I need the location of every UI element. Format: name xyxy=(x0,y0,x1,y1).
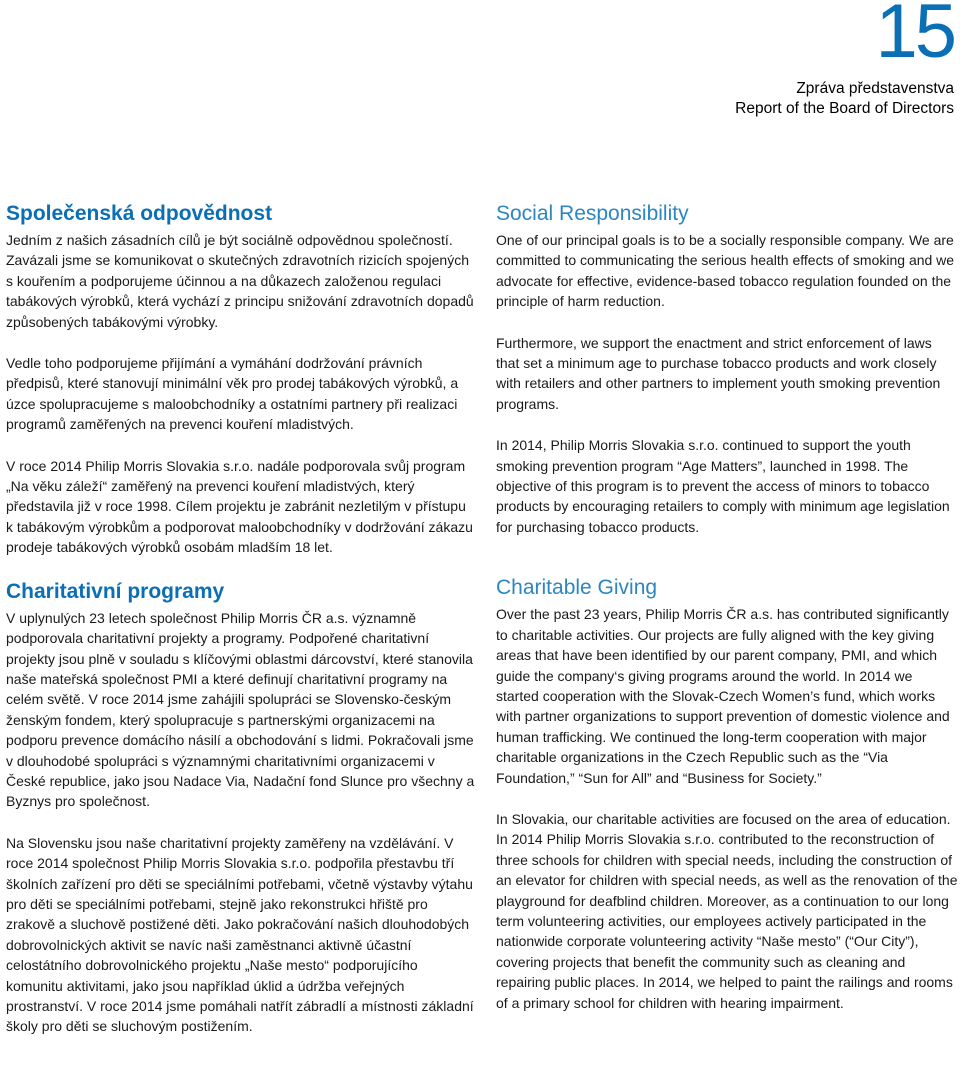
paragraph-social-en-2: Furthermore, we support the enactment and strict enforcement of laws that set a minimum age to purchase tobacco products and work closely with retailers and other partners to implement youth smoking prevention programs. xyxy=(496,334,941,412)
heading-charity-cs: Charitativní programy xyxy=(6,579,225,603)
paragraph-social-en-1: One of our principal goals is to be a socially responsible company. We are committed to communicating the serious health effects of smoking and we advocate for effective, evidence-based tobacco regulation founded on the principle of harm reduction. xyxy=(496,232,955,310)
paragraph-charity-en-1: Over the past 23 years, Philip Morris ČR a.s. has contributed significantly to charitable activities. Our projects are fully aligned with the key giving areas that have been identified by our parent company, PMI, and which guide the company‘s giving programs around the world. In 2014 we started cooperation with the Slovak-Czech Women’s fund, which works with partner organizations to support prevention of domestic violence and human trafficking. We continued the long-term cooperation with major charitable organizations in the Czech Republic such as the “Via Foundation,” “Sun for All” and “Business for Society.” xyxy=(496,606,950,786)
heading-charity-en: Charitable Giving xyxy=(496,576,658,600)
heading-social-responsibility-cs: Společenská odpovědnost xyxy=(6,202,273,225)
paragraph-charity-en-2: In Slovakia, our charitable activities are focused on the area of education. In 2014 Philip Morris Slovakia s.r.o. contributed to the reconstruction of three schools for children with special needs, including the construction of an elevator for children with special needs, as well as the renovation of the playground for deafblind children. Moreover, as a continuation to our long term volunteering activities, our employees actively participated in the nationwide corporate volunteering activity “Naše mesto” (“Our City”), covering projects that benefit the community such as cleaning and repairing public places. In 2014, we helped to paint the railings and rooms of a primary school for children with hearing impairment. xyxy=(496,810,958,1011)
paragraph-social-cs-2: Vedle toho podporujeme přijímání a vymáhání dodržování právních předpisů, které stanovují minimální věk pro prodej tabákových výrobků, a úzce spolupracujeme s maloobchodníky a ostatními partnery při realizaci programů zaměřených na prevenci kouření mladistvých. xyxy=(6,355,459,433)
paragraph-charity-cs-2: Na Slovensku jsou naše charitativní projekty zaměřeny na vzdělávání. V roce 2014 společnost Philip Morris Slovakia s.r.o. podpořila přestavbu tří školních zařízení pro děti se speciálními potřebami, včetně výstavby výtahu pro děti se speciálními potřebami, stejně jako rekonstrukci hřiště pro zrakově a sluchově postižené děti. Jako pokračování našich dlouhodobých dobrovolnických aktivit se navíc naši zaměstnanci aktivně účastní celostátního dobrovolnického projektu „Naše mesto“ podporujícího komunitu aktivitami, jako jsou například úklid a údržba veřejných prostranství. V roce 2014 jsme pomáhali natřít zábradlí a místnosti základní školy pro děti se sluchovým postižením. xyxy=(6,834,474,1035)
column-czech xyxy=(6,201,476,1037)
header-title-en: Report of the Board of Directors xyxy=(735,100,954,117)
heading-social-responsibility-en: Social Responsibility xyxy=(496,202,689,225)
paragraph-social-cs-3: V roce 2014 Philip Morris Slovakia s.r.o. nadále podporovala svůj program „Na věku záleží“ zaměřený na prevenci kouření mladistvých, který představila již v roce 1998. Cílem projektu je zabránit nezletilým v přístupu k tabákovým výrobkům a podporovat maloobchodníky v dodržování zákazu prodeje tabákových výrobků osobám mladším 18 let. xyxy=(6,457,473,556)
paragraph-charity-cs-1: V uplynulých 23 letech společnost Philip Morris ČR a.s. významně podporovala charitativní projekty a programy. Podpořené charitativní projekty jsou plně v souladu s klíčovými oblastmi dárcovství, které stanovila naše mateřská společnost PMI a které definují charitativní programy na celém světě. V roce 2014 jsme zahájili spolupráci se Slovensko-českým ženským fondem, který spolupracuje s partnerskými organizacemi na podporu prevence domácího násilí a obchodování s lidmi. Pokračovali jsme v dlouhodobé spolupráci s významnými charitativními organizacemi v České republice, jako jsou Nadace Via, Nadační fond Slunce pro všechny a Byznys pro společnost. xyxy=(6,609,475,810)
page-number: 15 xyxy=(875,0,954,74)
header-titles xyxy=(735,79,954,119)
column-english xyxy=(496,201,958,1013)
header-title-cs: Zpráva představenstva xyxy=(796,80,954,97)
paragraph-social-en-3: In 2014, Philip Morris Slovakia s.r.o. continued to support the youth smoking prevention program “Age Matters”, launched in 1998. The objective of this program is to prevent the access of minors to tobacco products by encouraging retailers to comply with minimum age legislation for purchasing tobacco products. xyxy=(496,437,950,535)
paragraph-social-cs-1: Jedním z našich zásadních cílů je být sociálně odpovědnou společností. Zavázali jsme se komunikovat o skutečných zdravotních rizicích spojených s kouřením a podporujeme účinnou a na důkazech založenou regulaci tabákových výrobků, která vychází z principu snižování zdravotních dopadů způsobených tabákovými výrobky. xyxy=(6,232,474,330)
